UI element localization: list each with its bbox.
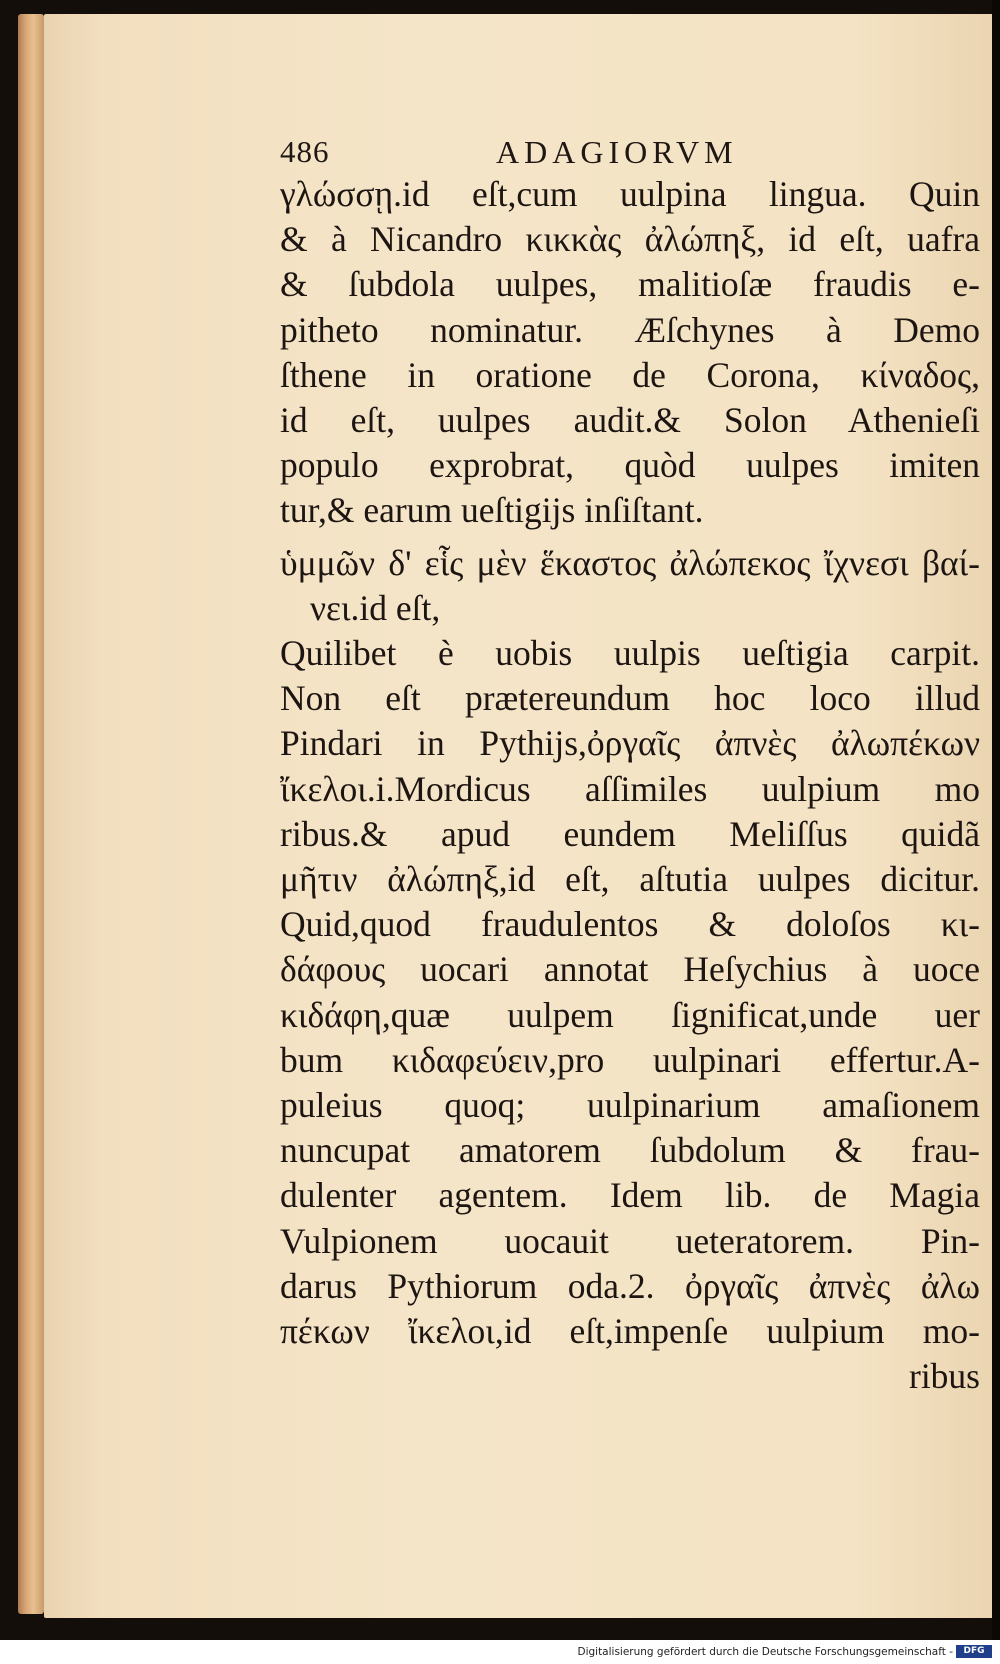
page-header (280, 134, 970, 174)
text-line: & ſubdola uulpes, malitioſæ fraudis e- (280, 264, 980, 305)
text-line: Pindari in Pythijs,ὀργαῖς ἀπνὲς ἀλωπέκων (280, 723, 980, 764)
text-line: ſthene in oratione de Corona, κίναδος, (280, 354, 980, 395)
running-head: ADAGIORVM (496, 134, 738, 170)
text-line: dulenter agentem. Idem lib. de Magia (280, 1175, 980, 1216)
text-line: nuncupat amatorem ſubdolum & frau- (280, 1130, 980, 1171)
text-line: Non eſt prætereundum hoc loco illud (280, 678, 980, 719)
text-line: id eſt, uulpes audit.& Solon Athenieſi (280, 400, 980, 441)
text-line: bum κιδαφεύειν,pro uulpinari effertur.A- (280, 1039, 980, 1080)
dfg-logo-icon: DFG (956, 1645, 992, 1658)
text-line: δάφους uocari annotat Heſychius à uoce (280, 949, 980, 990)
body-text (280, 172, 980, 1399)
text-line: puleius quoq; uulpinarium amaſionem (280, 1085, 980, 1126)
text-line: πέκων ἴκελοι,id eſt,impenſe uulpium mo- (280, 1311, 980, 1352)
text-line: tur,& earum ueſtigijs inſiſtant. (280, 490, 704, 531)
greek-verse-line: ὑμμῶν δ' εἷς μὲν ἕκαστος ἀλώπεκος ἴχνεσι βαί- (280, 542, 980, 583)
text-line: ἴκελοι.i.Mordicus aſſimiles uulpium mo (280, 768, 980, 809)
text-line: Quid,quod fraudulentos & doloſos κι- (280, 904, 980, 945)
greek-verse-line: νει.id eſt, (310, 587, 441, 628)
text-line: pitheto nominatur. Æſchynes à Demo (280, 309, 980, 350)
text-line: ribus.& apud eundem Meliſſus quidã (280, 813, 980, 854)
text-line: darus Pythiorum oda.2. ὀργαῖς ἀπνὲς ἀλω (280, 1265, 980, 1306)
text-line: κιδάφη,quæ uulpem ſignificat,unde uer (280, 994, 980, 1035)
text-line: μῆτιν ἀλώπηξ,id eſt, aſtutia uulpes dicitur. (280, 859, 980, 900)
scan-border (992, 0, 1000, 1640)
catchword: ribus (909, 1356, 980, 1397)
text-line: Vulpionem uocauit ueteratorem. Pin- (280, 1220, 980, 1261)
footer-bar (0, 1640, 1000, 1664)
text-line: Quilibet è uobis uulpis ueſtigia carpit. (280, 633, 980, 674)
text-line: populo exprobrat, quòd uulpes imiten (280, 445, 980, 486)
text-line: & à Nicandro κικκὰς ἀλώπηξ, id eſt, uafra (280, 219, 980, 260)
funding-credit: Digitalisierung gefördert durch die Deutsche Forschungsgemeinschaft - (577, 1646, 953, 1658)
page-edges (18, 14, 44, 1614)
text-line: γλώσσῃ.id eſt,cum uulpina lingua. Quin (280, 174, 980, 214)
page-number: 486 (280, 134, 330, 169)
